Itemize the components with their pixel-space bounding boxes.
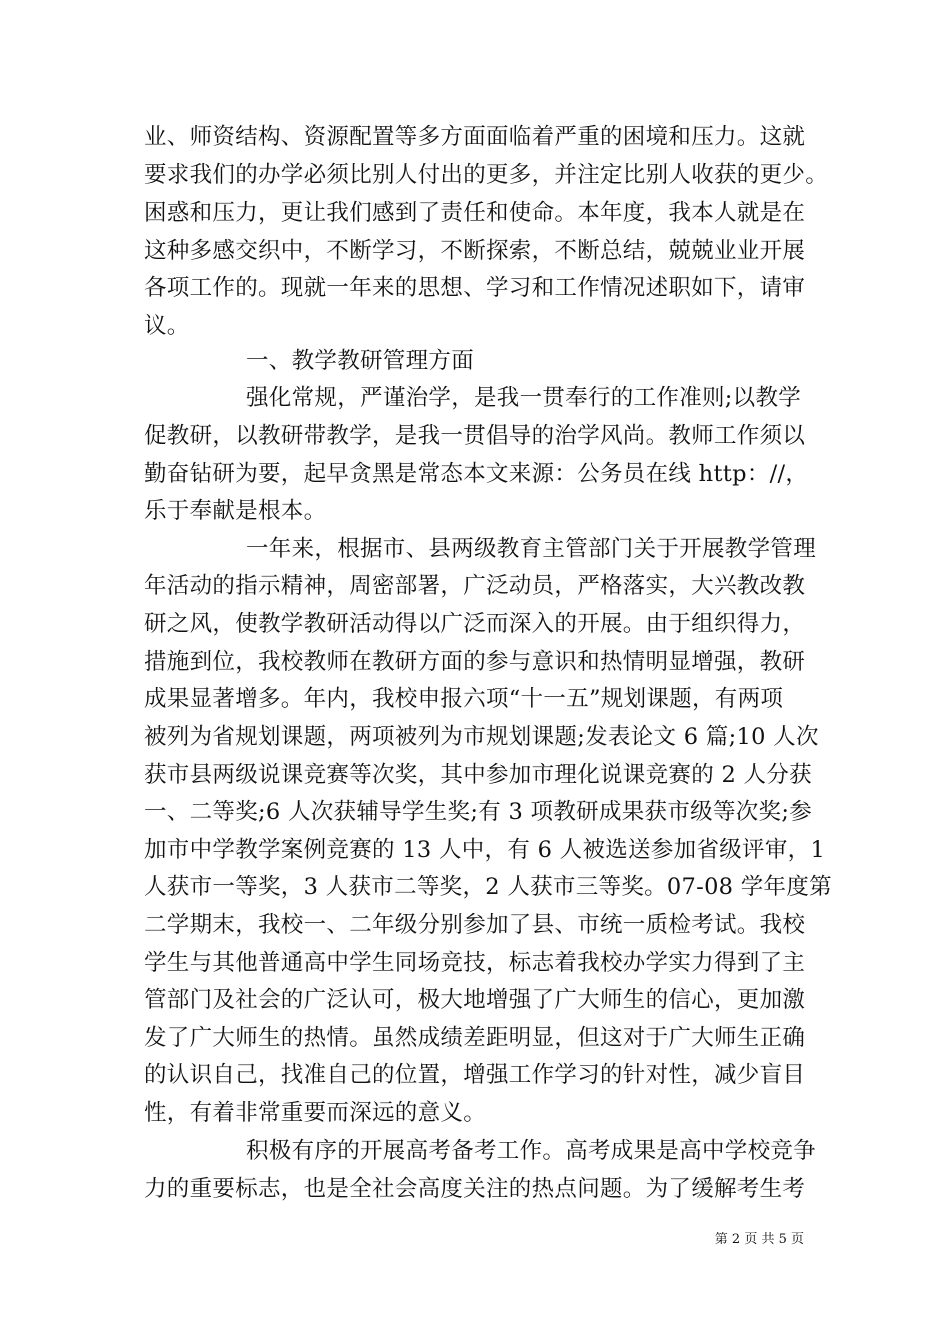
text-line: 力的重要标志，也是全社会高度关注的热点问题。为了缓解考生考 xyxy=(144,1176,806,1202)
text-line: 议。 xyxy=(144,313,190,339)
text-line: 业、师资结构、资源配置等多方面面临着严重的困境和压力。这就 xyxy=(144,124,806,150)
section-heading: 一、教学教研管理方面 xyxy=(246,348,475,374)
text-line: 获市县两级说课竞赛等次奖，其中参加市理化说课竞赛的 2 人分获 xyxy=(144,762,812,788)
text-line: 这种多感交织中，不断学习，不断探索，不断总结，兢兢业业开展 xyxy=(144,238,806,264)
text-line: 学生与其他普通高中学生同场竞技，标志着我校办学实力得到了主 xyxy=(144,950,806,976)
text-line: 各项工作的。现就一年来的思想、学习和工作情况述职如下，请审 xyxy=(144,275,806,301)
text-line: 促教研，以教研带教学，是我一贯倡导的治学风尚。教师工作须以 xyxy=(144,423,806,449)
text-line: 二学期末，我校一、二年级分别参加了县、市统一质检考试。我校 xyxy=(144,912,806,938)
text-line: 一年来，根据市、县两级教育主管部门关于开展教学管理 xyxy=(246,536,817,562)
text-line: 性，有着非常重要而深远的意义。 xyxy=(144,1100,487,1126)
text-line: 管部门及社会的广泛认可，极大地增强了广大师生的信心，更加激 xyxy=(144,987,806,1013)
text-line: 研之风，使教学教研活动得以广泛而深入的开展。由于组织得力， xyxy=(144,611,806,637)
text-line: 强化常规，严谨治学，是我一贯奉行的工作准则;以教学 xyxy=(246,385,802,411)
text-line: 困惑和压力，更让我们感到了责任和使命。本年度，我本人就是在 xyxy=(144,200,806,226)
text-line: 要求我们的办学必须比别人付出的更多，并注定比别人收获的更少。 xyxy=(144,162,829,188)
text-line: 加市中学教学案例竞赛的 13 人中，有 6 人被选送参加省级评审，1 xyxy=(144,837,826,863)
text-line: 年活动的指示精神，周密部署，广泛动员，严格落实，大兴教改教 xyxy=(144,573,806,599)
text-line: 的认识自己，找准自己的位置，增强工作学习的针对性，减少盲目 xyxy=(144,1062,806,1088)
text-line: 被列为省规划课题，两项被列为市规划课题;发表论文 6 篇;10 人次 xyxy=(144,724,819,750)
text-line: 勤奋钻研为要，起早贪黑是常态本文来源：公务员在线 http：//， xyxy=(144,461,809,487)
text-line: 发了广大师生的热情。虽然成绩差距明显，但这对于广大师生正确 xyxy=(144,1025,806,1051)
text-line: 乐于奉献是根本。 xyxy=(144,498,327,524)
text-line: 成果显著增多。年内，我校申报六项“十一五”规划课题，有两项 xyxy=(144,686,784,712)
text-line: 人获市一等奖，3 人获市二等奖，2 人获市三等奖。07-08 学年度第 xyxy=(144,874,832,900)
page-number: 第 2 页 共 5 页 xyxy=(714,1232,804,1247)
text-line: 积极有序的开展高考备考工作。高考成果是高中学校竞争 xyxy=(246,1138,817,1164)
text-line: 一、二等奖;6 人次获辅导学生奖;有 3 项教研成果获市级等次奖;参 xyxy=(144,799,813,825)
text-line: 措施到位，我校教师在教研方面的参与意识和热情明显增强，教研 xyxy=(144,649,806,675)
